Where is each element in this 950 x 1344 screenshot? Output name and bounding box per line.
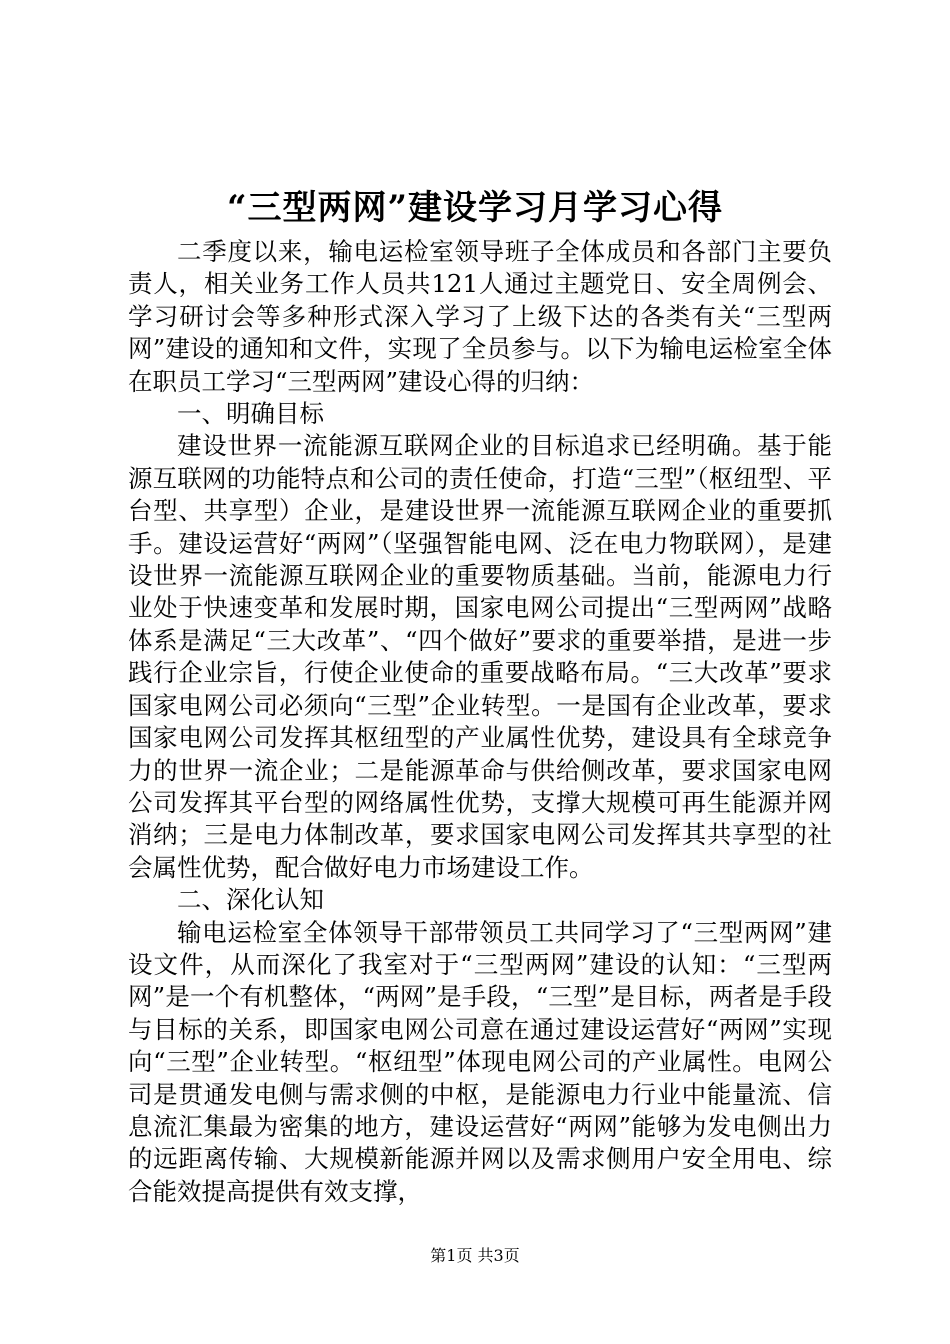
intro-paragraph: 二季度以来，输电运检室领导班子全体成员和各部门主要负责人，相关业务工作人员共121人通过主题党日、安全周例会、学习研讨会等多种形式深入学习了上级下达的各类有关“三型两网”建设的通知和文件，实现了全员参与。以下为输电运检室全体在职员工学习“三型两网”建设心得的归纳：: [128, 237, 832, 396]
section-heading-1: 一、明确目标: [177, 399, 324, 429]
section-1-paragraph: 建设世界一流能源互联网企业的目标追求已经明确。基于能源互联网的功能特点和公司的责任使命，打造“三型”（枢纽型、平台型、共享型）企业，是建设世界一流能源互联网企业的重要抓手。建设运营好“两网”（坚强智能电网、泛在电力物联网），是建设世界一流能源互联网企业的重要物质基础。当前，能源电力行业处于快速变革和发展时期，国家电网公司提出“三型两网”战略体系是满足“三大改革”、“四个做好”要求的重要举措，是进一步践行企业宗旨，行使企业使命的重要战略布局。“三大改革”要求国家电网公司必须向“三型”企业转型。一是国有企业改革，要求国家电网公司发挥其枢纽型的产业属性优势，建设具有全球竞争力的世界一流企业；二是能源革命与供给侧改革，要求国家电网公司发挥其平台型的网络属性优势，支撑大规模可再生能源并网消纳；三是电力体制改革，要求国家电网公司发挥其共享型的社会属性优势，配合做好电力市场建设工作。: [128, 431, 832, 882]
document-body: [128, 236, 832, 1208]
document-title: “三型两网”建设学习月学习心得: [226, 188, 724, 228]
page-footer: 第1页 共3页: [430, 1246, 520, 1265]
section-heading-2: 二、深化认知: [177, 885, 324, 915]
section-2-paragraph: 输电运检室全体领导干部带领员工共同学习了“三型两网”建设文件，从而深化了我室对于“三型两网”建设的认知：“三型两网”是一个有机整体，“两网”是手段，“三型”是目标，两者是手段与目标的关系，即国家电网公司意在通过建设运营好“两网”实现向“三型”企业转型。“枢纽型”体现电网公司的产业属性。电网公司是贯通发电侧与需求侧的中枢，是能源电力行业中能量流、信息流汇集最为密集的地方，建设运营好“两网”能够为发电侧出力的远距离传输、大规模新能源并网以及需求侧用户安全用电、综合能效提高提供有效支撑，: [128, 917, 832, 1206]
